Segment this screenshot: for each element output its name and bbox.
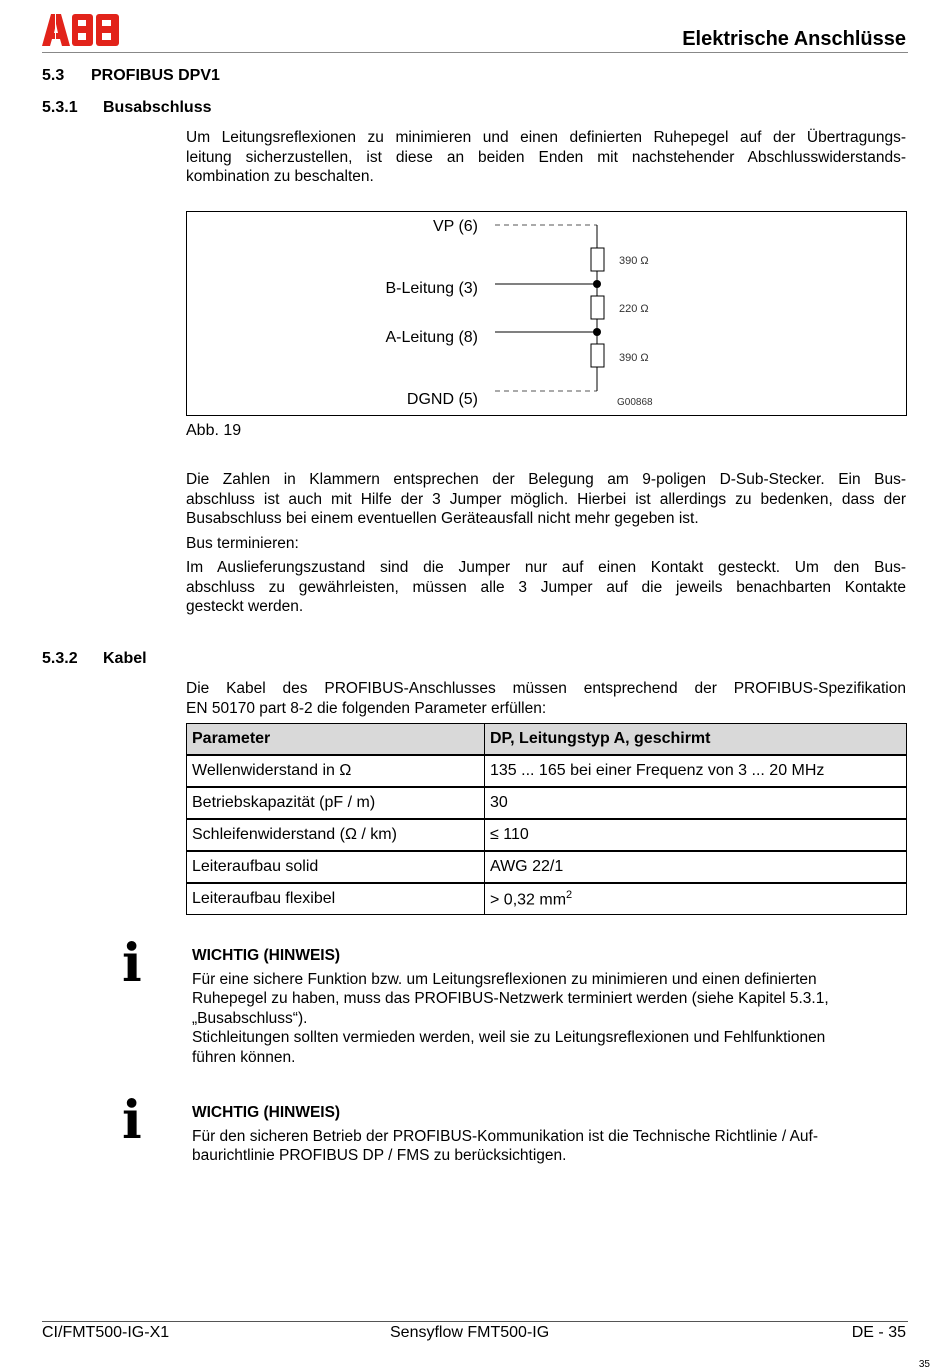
header-title: Elektrische Anschlüsse [682,28,906,50]
resistor-value: 220 Ω [619,303,649,315]
text-line: Stichleitungen sollten vermieden werden, weil sie zu Leitungsreflexionen und Fehlfunktionen [192,1029,826,1046]
text-line: Die Zahlen in Klammern entsprechen der Belegung am 9-poligen D-Sub-Stecker. Ein Bus- [186,471,906,488]
table-cell: 135 ... 165 bei einer Frequenz von 3 ... 20 MHz [485,755,907,787]
table-row [187,883,907,915]
text-line: Für den sicheren Betrieb der PROFIBUS-Kommunikation ist die Technische Richtlinie / Auf- [192,1127,819,1145]
table-cell: Leiteraufbau solid [187,851,485,883]
text-line: baurichtlinie PROFIBUS DP / FMS zu berücksichtigen. [192,1147,567,1164]
table-cell: 30 [485,787,907,819]
paragraph [186,679,906,718]
section-title: Busabschluss [103,99,212,116]
section-number: 5.3.1 [42,99,78,116]
table-cell: AWG 22/1 [485,851,907,883]
page-number: 35 [918,1359,930,1370]
column-header: DP, Leitungstyp A, geschirmt [485,724,907,756]
table-cell: Leiteraufbau flexibel [187,883,485,915]
table-cell: Wellenwiderstand in Ω [187,755,485,787]
note-title: WICHTIG (HINWEIS) [192,947,341,964]
table-cell: Schleifenwiderstand (Ω / km) [187,819,485,851]
text-line: kombination zu beschalten. [186,168,374,185]
text-line: führen können. [192,1048,296,1066]
table-row [187,851,907,883]
table-cell [485,883,907,915]
footer-page: DE - 35 [851,1324,906,1341]
footer-doc-id: CI/FMT500-IG-X1 [42,1324,170,1341]
cable-parameter-table [186,723,907,915]
table-row [187,787,907,819]
diagram-label: VP (6) [432,218,478,235]
note-important [192,946,906,1067]
diagram-label: B-Leitung (3) [385,280,478,297]
resistor-value: 390 Ω [619,255,649,267]
paragraph: Bus terminieren: [186,535,299,552]
text-line: Um Leitungsreflexionen zu minimieren und einen definierten Ruhepegel auf der Übertragungs- [186,129,906,146]
abb-logo [42,14,120,46]
info-icon: i [122,1090,142,1151]
footer-rule [42,1321,908,1322]
section-title: Kabel [103,650,147,667]
table-row [187,819,907,851]
figure-caption: Abb. 19 [186,422,242,439]
cell-value: > 0,32 mm [490,891,567,909]
text-line: Für eine sichere Funktion bzw. um Leitungsreflexionen zu minimieren und einen definierten [192,970,817,988]
header-rule [42,52,908,53]
table-cell: Betriebskapazität (pF / m) [187,787,485,819]
footer-product: Sensyflow FMT500-IG [390,1324,550,1341]
text-line: leitung sicherzustellen, ist diese an beiden Enden mit nachstehender Abschlusswiderstands- [186,148,906,166]
text-line: Busabschluss bei einem eventuellen Geräteausfall nicht mehr gegeben ist. [186,510,699,527]
text-line: EN 50170 part 8-2 die folgenden Parameter erfüllen: [186,699,547,717]
circuit-schematic [187,212,906,415]
table-cell: ≤ 110 [485,819,907,851]
section-number: 5.3 [42,67,65,84]
text-line: gesteckt werden. [186,598,304,615]
figure-code: G00868 [617,397,653,408]
superscript: 2 [566,888,573,901]
text-line: Im Auslieferungszustand sind die Jumper nur auf einen Kontakt gesteckt. Um den Bus- [186,559,906,576]
paragraph-intro [186,128,906,187]
text-line: abschluss zu gewährleisten, müssen alle 3 Jumper auf die jeweils benachbarten Kontakte [186,578,906,596]
text-line: abschluss ist auch mit Hilfe der 3 Jumper möglich. Hierbei ist allerdings zu bedenken, dass der [186,490,906,508]
column-header: Parameter [187,724,485,756]
diagram-label: A-Leitung (8) [385,329,478,346]
resistor-value: 390 Ω [619,352,649,364]
note-title: WICHTIG (HINWEIS) [192,1104,341,1121]
text-line: Die Kabel des PROFIBUS-Anschlusses müssen entsprechend der PROFIBUS-Spezifikation [186,680,906,697]
table-row [187,755,907,787]
section-title: PROFIBUS DPV1 [91,67,220,84]
text-line: „Busabschluss“). [192,1009,308,1027]
table-header-row [187,724,907,756]
section-number: 5.3.2 [42,650,78,667]
diagram-label: DGND (5) [406,391,478,408]
text-line: Ruhepegel zu haben, muss das PROFIBUS-Netzwerk terminiert werden (siehe Kapitel 5.3.1, [192,990,829,1007]
paragraph [186,470,906,529]
paragraph [186,558,906,617]
termination-diagram [186,211,907,416]
note-important [192,1103,906,1166]
info-icon: i [122,933,142,994]
